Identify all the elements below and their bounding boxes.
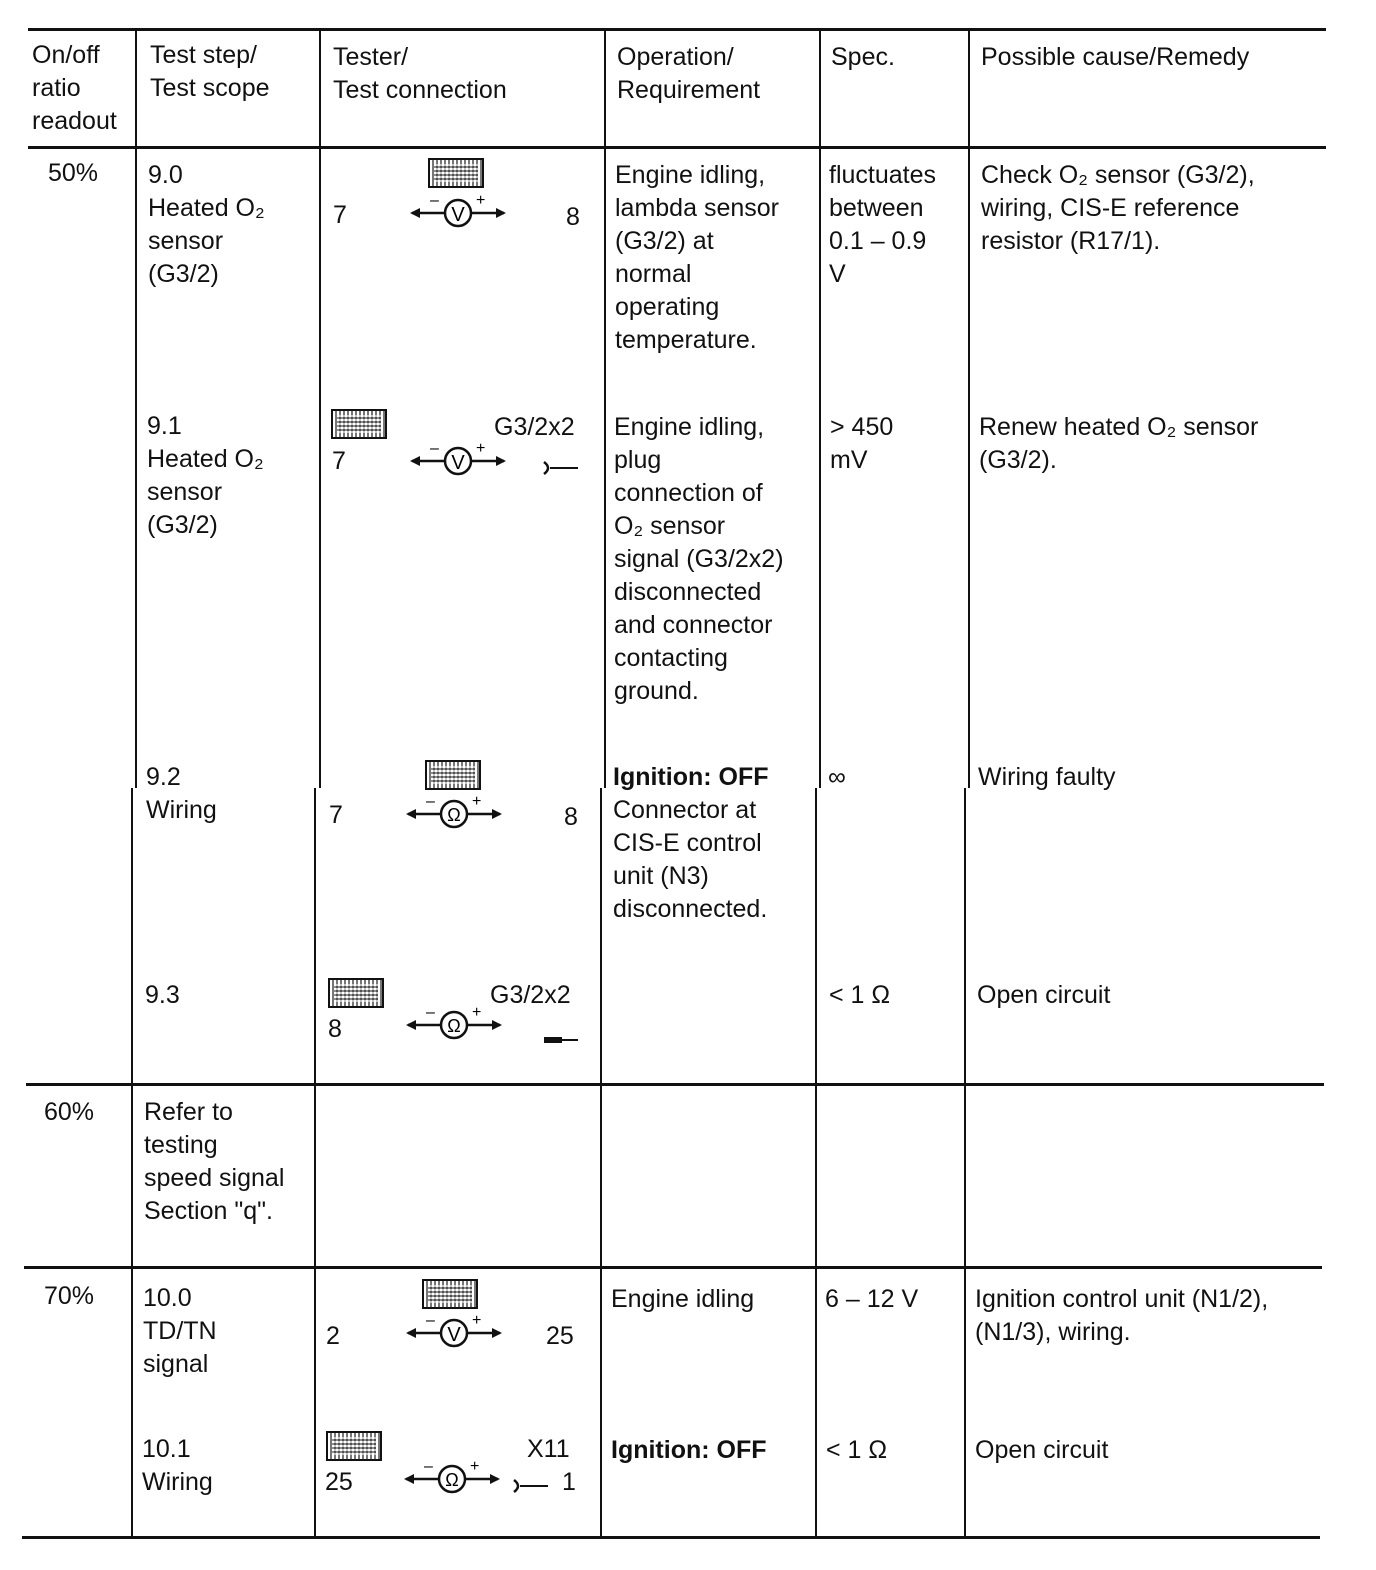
step-scope: Refer to testing speed signal Section "q". <box>144 1098 285 1225</box>
ratio-cell: 50% <box>48 159 99 187</box>
spec-cell: < 1 Ω <box>829 981 891 1009</box>
connection-right: 8 <box>564 803 578 831</box>
operation-bold: Ignition: OFF <box>611 1436 767 1464</box>
connection-left: 25 <box>325 1468 353 1496</box>
connector-label: G3/2x2 <box>494 413 575 441</box>
tester-keyboard-icon <box>425 760 481 790</box>
operation-cell: Engine idling <box>611 1285 755 1313</box>
svg-text:–: – <box>424 1459 433 1475</box>
connection-left: 7 <box>329 801 343 829</box>
svg-text:–: – <box>430 193 439 209</box>
spec-cell: fluctuates between 0.1 – 0.9 V <box>829 161 937 288</box>
connection-right: 8 <box>566 203 580 231</box>
header-ratio: On/off ratio readout <box>32 41 117 135</box>
col-rule-2 <box>319 28 321 788</box>
section-rule-60 <box>26 1083 1324 1086</box>
ohmmeter-probe-icon <box>402 1459 502 1499</box>
ohmmeter-probe-icon <box>404 1005 504 1045</box>
col-rule-2b <box>314 788 316 1538</box>
step-scope: TD/TN signal <box>143 1317 217 1378</box>
spec-cell: ∞ <box>828 763 846 791</box>
header-test-step: Test step/ Test scope <box>150 41 270 102</box>
col-rule-1 <box>135 28 137 788</box>
remedy-cell: Ignition control unit (N1/2), (N1/3), wiring. <box>975 1285 1269 1346</box>
spec-cell: < 1 Ω <box>826 1436 888 1464</box>
connector-socket-icon <box>510 1476 550 1496</box>
connector-socket-icon <box>540 458 580 478</box>
operation-cell: Engine idling, lambda sensor (G3/2) at normal operating temperature. <box>615 161 779 354</box>
connector-label: X11 <box>527 1435 570 1463</box>
voltmeter-probe-icon <box>408 193 508 233</box>
table-top-rule <box>28 28 1326 31</box>
remedy-cell: Open circuit <box>975 1436 1109 1464</box>
step-scope: Heated O₂ sensor (G3/2) <box>148 194 265 288</box>
connection-left: 7 <box>333 201 347 229</box>
connection-left: 2 <box>326 1322 340 1350</box>
tester-keyboard-icon <box>422 1279 478 1309</box>
voltmeter-probe-icon <box>408 441 508 481</box>
step-number: 10.0 <box>143 1284 192 1312</box>
header-operation: Operation/ Requirement <box>617 43 761 104</box>
step-number: 10.1 <box>142 1435 191 1463</box>
connection-right: 25 <box>546 1322 574 1350</box>
svg-text:–: – <box>430 441 439 457</box>
remedy-cell: Open circuit <box>977 981 1111 1009</box>
header-tester: Tester/ Test connection <box>333 43 507 104</box>
connection-left: 8 <box>328 1015 342 1043</box>
col-rule-5 <box>968 28 970 788</box>
svg-text:+: + <box>476 441 486 457</box>
ratio-cell: 60% <box>44 1098 95 1126</box>
col-rule-4b <box>815 788 817 1538</box>
step-scope: Wiring <box>146 796 217 824</box>
svg-text:–: – <box>426 1313 435 1329</box>
step-number: 9.0 <box>148 161 183 189</box>
tester-keyboard-icon <box>326 1431 382 1461</box>
ratio-cell: 70% <box>44 1282 95 1310</box>
tester-keyboard-icon <box>328 978 384 1008</box>
col-rule-5b <box>964 788 966 1538</box>
section-rule-70 <box>24 1266 1322 1269</box>
spec-cell: 6 – 12 V <box>825 1285 919 1313</box>
svg-text:+: + <box>472 794 482 810</box>
svg-text:+: + <box>476 193 486 209</box>
connector-label: G3/2x2 <box>490 981 571 1009</box>
svg-text:+: + <box>472 1313 482 1329</box>
step-number: 9.2 <box>146 763 181 791</box>
meter-symbol: V <box>451 452 465 474</box>
svg-text:–: – <box>426 1005 435 1021</box>
meter-symbol: Ω <box>447 1016 461 1036</box>
svg-text:–: – <box>426 794 435 810</box>
step-scope: Heated O₂ sensor (G3/2) <box>147 445 264 539</box>
ground-plug-icon <box>540 1032 580 1048</box>
tester-keyboard-icon <box>428 158 484 188</box>
meter-symbol: Ω <box>445 1470 459 1490</box>
col-rule-3b <box>600 788 602 1538</box>
meter-symbol: Ω <box>447 805 461 825</box>
connection-left: 7 <box>332 447 346 475</box>
voltmeter-probe-icon <box>404 1313 504 1353</box>
connector-pin: 1 <box>562 1468 576 1496</box>
meter-symbol: V <box>447 1324 461 1346</box>
operation-bold: Ignition: OFF <box>613 763 769 791</box>
table-bottom-rule <box>22 1536 1320 1539</box>
header-remedy: Possible cause/Remedy <box>981 43 1250 71</box>
operation-cell: Engine idling, plug connection of O₂ sensor signal (G3/2x2) disconnected and connector contacting ground. <box>614 413 784 705</box>
remedy-cell: Check O₂ sensor (G3/2), wiring, CIS-E reference resistor (R17/1). <box>981 161 1255 255</box>
meter-symbol: V <box>451 204 465 226</box>
remedy-cell: Renew heated O₂ sensor (G3/2). <box>979 413 1259 474</box>
col-rule-3 <box>604 28 606 788</box>
step-number: 9.1 <box>147 412 182 440</box>
remedy-cell: Wiring faulty <box>978 763 1116 791</box>
operation-cell: Connector at CIS-E control unit (N3) disconnected. <box>613 796 768 923</box>
ohmmeter-probe-icon <box>404 794 504 834</box>
col-rule-4 <box>819 28 821 788</box>
svg-text:+: + <box>470 1459 480 1475</box>
step-number: 9.3 <box>145 981 180 1009</box>
header-spec: Spec. <box>831 43 895 71</box>
svg-text:+: + <box>472 1005 482 1021</box>
tester-keyboard-icon <box>331 409 387 439</box>
step-scope: Wiring <box>142 1468 213 1496</box>
spec-cell: > 450 mV <box>830 413 894 474</box>
col-rule-1b <box>131 788 133 1538</box>
header-bottom-rule <box>28 146 1326 149</box>
